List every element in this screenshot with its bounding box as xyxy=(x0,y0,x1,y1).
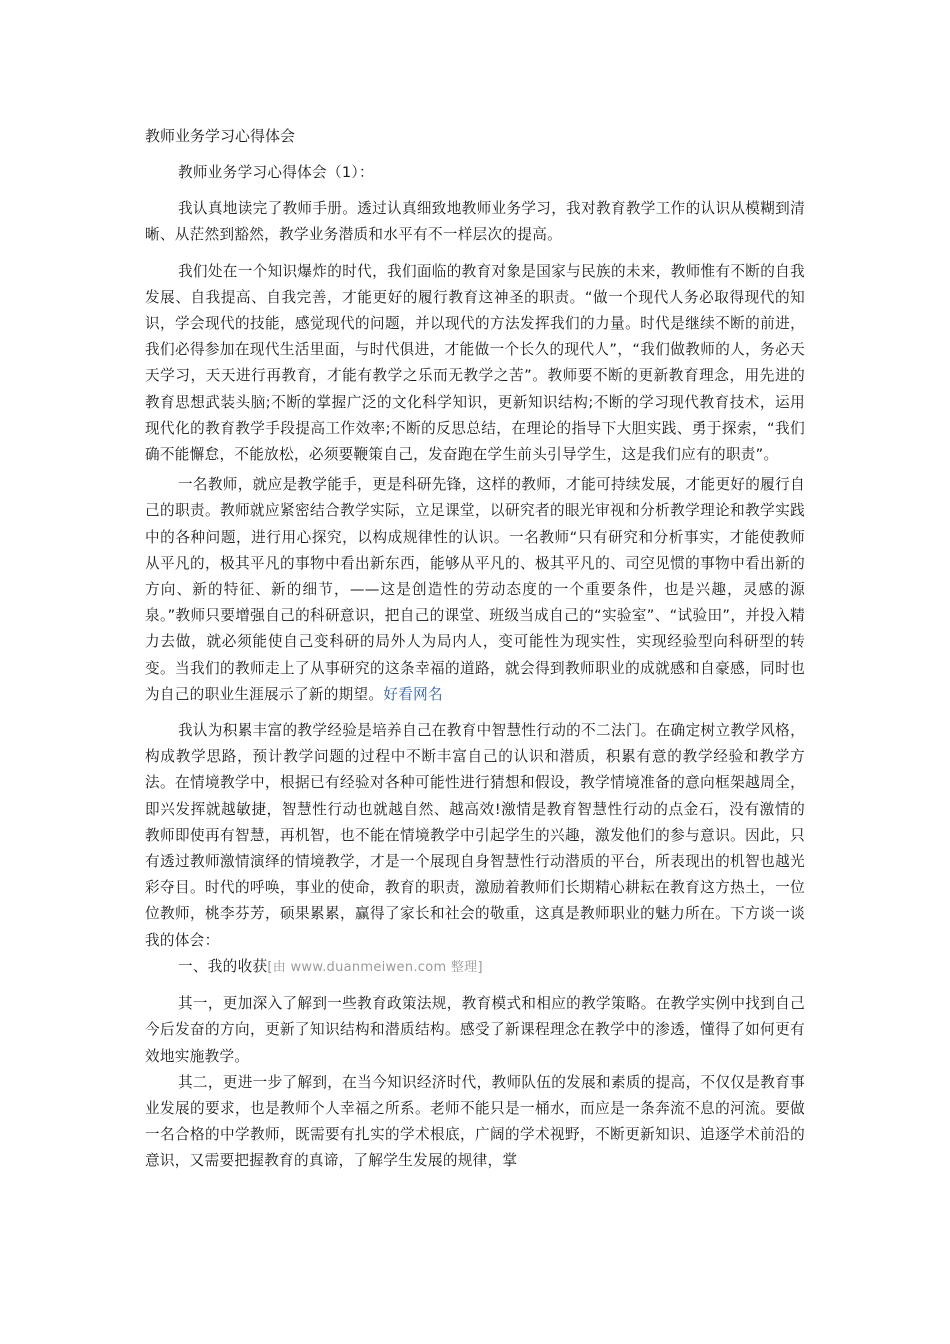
paragraph-3-text: 一名教师，就应是教学能手，更是科研先锋，这样的教师，才能可持续发展，才能更好的履行自己的职责。教师就应紧密结合教学实际，立足课堂，以研究者的眼光审视和分析教学理论和教学实践中的各种问题，进行用心探究，以构成规律性的认识。一名教师“只有研究和分析事实，才能使教师从平凡的，极其平凡的事物中看出新东西，能够从平凡的、极其平凡的、司空见惯的事物中看出新的方向、新的特征、新的细节，——这是创造性的劳动态度的一个重要条件，也是兴趣，灵感的源泉。”教师只要增强自己的科研意识，把自己的课堂、班级当成自己的“实验室”、“试验田”，并投入精力去做，就必须能使自己变科研的局外人为局内人，变可能性为现实性，实现经验型向科研型的转变。当我们的教师走上了从事研究的这条幸福的道路，就会得到教师职业的成就感和自豪感，同时也为自己的职业生涯展示了新的期望。 xyxy=(145,476,805,703)
paragraph-3 xyxy=(145,472,805,708)
paragraph-4: 我认为积累丰富的教学经验是培养自己在教育中智慧性行动的不二法门。在确定树立教学风格，构成教学思路，预计教学问题的过程中不断丰富自己的认识和潜质，积累有意的教学经验和教学方法。在情境教学中，根据已有经验对各种可能性进行猜想和假设，教学情境准备的意向框架越周全，即兴发挥就越敏捷，智慧性行动也就越自然、越高效!激情是教育智慧性行动的点金石，没有激情的教师即使再有智慧，再机智，也不能在情境教学中引起学生的兴趣，激发他们的参与意识。因此，只有透过教师激情演绎的情境教学，才是一个展现自身智慧性行动潜质的平台，所表现出的机智也越光彩夺目。时代的呼唤，事业的使命，教育的职责，激励着教师们长期精心耕耘在教育这方热土，一位位教师，桃李芬芳，硕果累累，赢得了家长和社会的敬重，这真是教师职业的魅力所在。下方谈一谈我的体会： xyxy=(145,722,805,949)
paragraph-5: 其一，更加深入了解到一些教育政策法规，教育模式和相应的教学策略。在教学实例中找到自己今后发奋的方向，更新了知识结构和潜质结构。感受了新课程理念在教学中的渗透，懂得了如何更有效地实施教学。 xyxy=(145,995,805,1065)
document-title: 教师业务学习心得体会 xyxy=(145,127,296,145)
document-page xyxy=(145,124,805,1175)
paragraph-2: 我们处在一个知识爆炸的时代，我们面临的教育对象是国家与民族的未来，教师惟有不断的自我发展、自我提高、自我完善，才能更好的履行教育这神圣的职责。“做一个现代人务必取得现代的知识，学会现代的技能，感觉现代的问题，并以现代的方法发挥我们的力量。时代是继续不断的前进，我们必得参加在现代生活里面，与时代俱进，才能做一个长久的现代人”，“我们做教师的人，务必天天学习，天天进行再教育，才能有教学之乐而无教学之苦”。教师要不断的更新教育理念，用先进的教育思想武装头脑;不断的掌握广泛的文化科学知识，更新知识结构;不断的学习现代教育技术，运用现代化的教育教学手段提高工作效率;不断的反思总结，在理论的指导下大胆实践、勇于探索，“我们确不能懈怠，不能放松，必须要鞭策自己，发奋跑在学生前头引导学生，这是我们应有的职责”。 xyxy=(145,262,805,464)
document-subtitle: 教师业务学习心得体会（1）： xyxy=(178,164,374,181)
paragraph-1: 我认真地读完了教师手册。透过认真细致地教师业务学习，我对教育教学工作的认识从模糊到清晰、从茫然到豁然，教学业务潜质和水平有不一样层次的提高。 xyxy=(145,200,805,244)
section-heading xyxy=(145,954,805,981)
paragraph-6: 其二，更进一步了解到，在当今知识经济时代，教师队伍的发展和素质的提高，不仅仅是教育事业发展的要求，也是教师个人幸福之所系。老师不能只是一桶水，而应是一条奔流不息的河流。要做一名合格的中学教师，既需要有扎实的学术根底，广阔的学术视野，不断更新知识、追逐学术前沿的意识，又需要把握教育的真谛，了解学生发展的规律，掌 xyxy=(145,1073,805,1170)
section-heading-text: 一、我的收获 xyxy=(178,957,268,975)
inline-link[interactable]: 好看网名 xyxy=(383,685,443,703)
source-credit: [由 www.duanmeiwen.com 整理] xyxy=(267,959,483,975)
